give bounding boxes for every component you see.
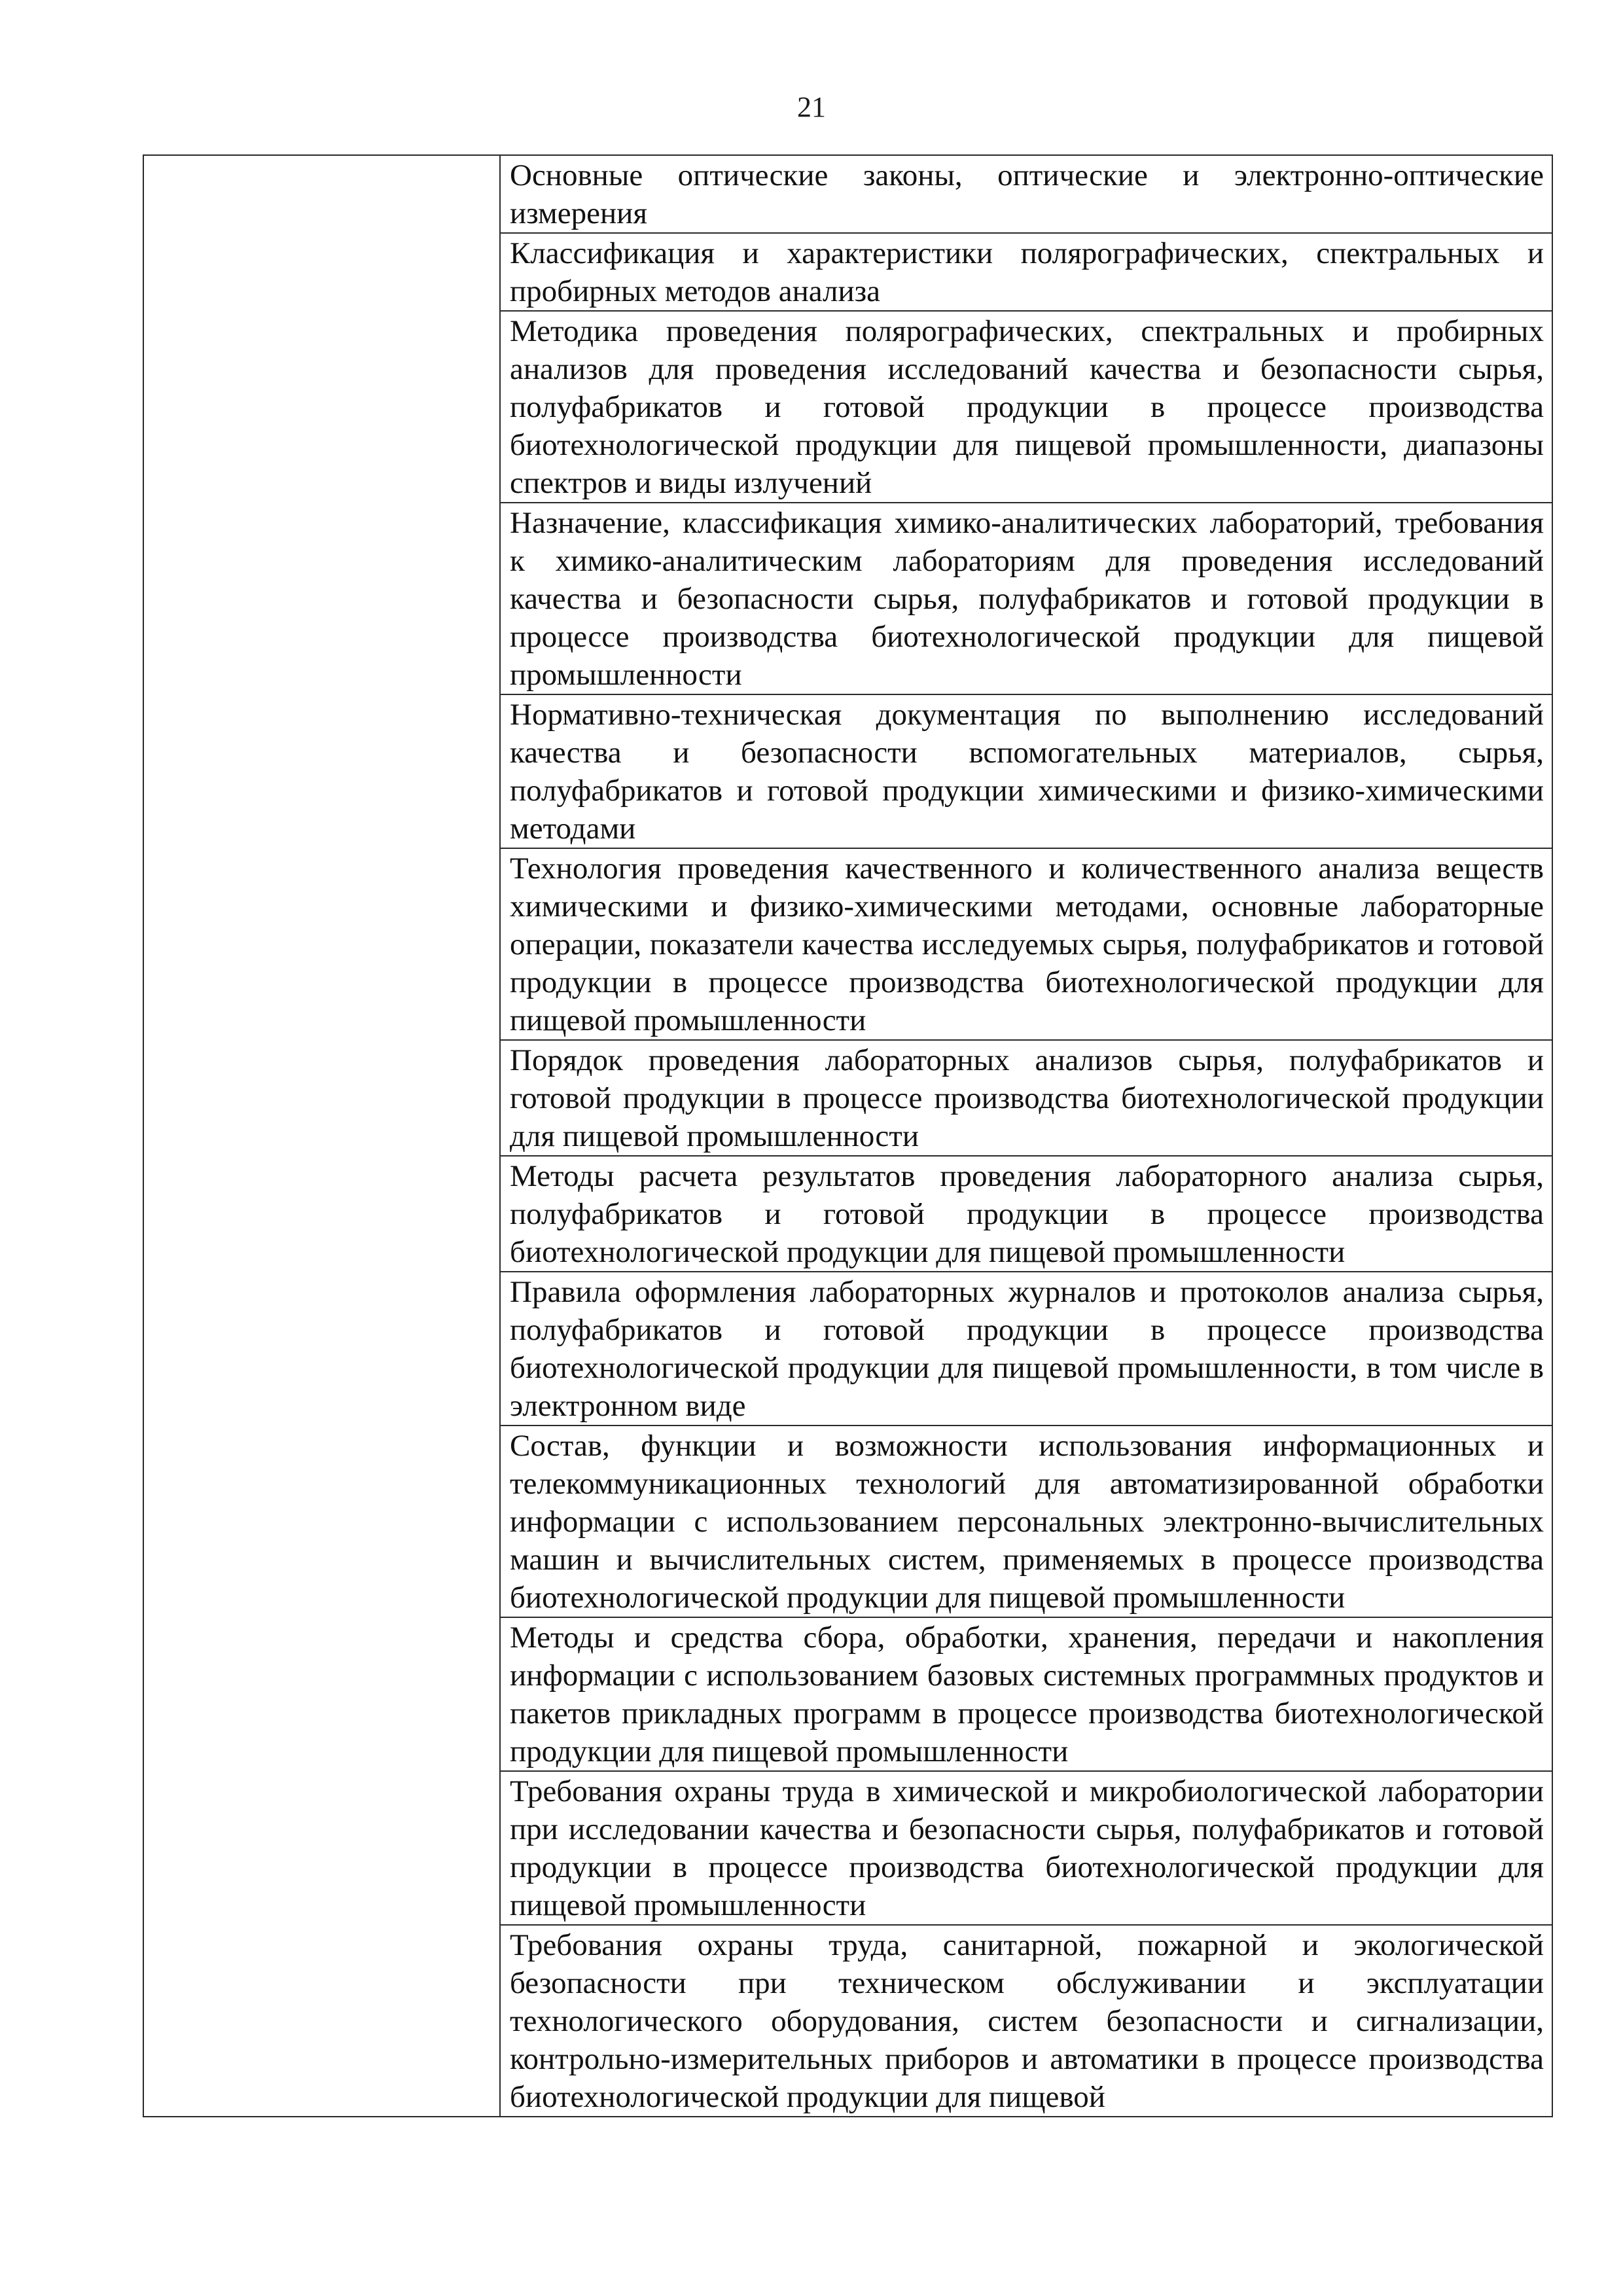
- knowledge-item: Методы и средства сбора, обработки, хранения, передачи и накопления информации с использованием базовых системных программных продуктов и пакетов прикладных программ в процессе производства биотехнологической продукции для пищевой промышленности: [500, 1617, 1552, 1771]
- knowledge-item: Порядок проведения лабораторных анализов сырья, полуфабрикатов и готовой продукции в процессе производства биотехнологической продукции для пищевой промышленности: [500, 1040, 1552, 1156]
- left-column-cell: [143, 155, 500, 2117]
- knowledge-item: Основные оптические законы, оптические и электронно-оптические измерения: [500, 155, 1552, 233]
- knowledge-item: Правила оформления лабораторных журналов и протоколов анализа сырья, полуфабрикатов и готовой продукции в процессе производства биотехнологической продукции для пищевой промышленности, в том числе в электронном виде: [500, 1272, 1552, 1426]
- knowledge-item: Методы расчета результатов проведения лабораторного анализа сырья, полуфабрикатов и готовой продукции в процессе производства биотехнологической продукции для пищевой промышленности: [500, 1156, 1552, 1272]
- knowledge-item: Классификация и характеристики полярографических, спектральных и пробирных методов анализа: [500, 233, 1552, 311]
- knowledge-item: Технология проведения качественного и количественного анализа веществ химическими и физико-химическими методами, основные лабораторные операции, показатели качества исследуемых сырья, полуфабрикатов и готовой продукции в процессе производства биотехнологической продукции для пищевой промышленности: [500, 848, 1552, 1040]
- knowledge-item: Требования охраны труда, санитарной, пожарной и экологической безопасности при техническом обслуживании и эксплуатации технологического оборудования, систем безопасности и сигнализации, контрольно-измерительных приборов и автоматики в процессе производства биотехнологической продукции для пищевой: [500, 1925, 1552, 2117]
- knowledge-item: Нормативно-техническая документация по выполнению исследований качества и безопасности вспомогательных материалов, сырья, полуфабрикатов и готовой продукции химическими и физико-химическими методами: [500, 694, 1552, 848]
- page-number: 21: [797, 91, 826, 123]
- knowledge-item: Состав, функции и возможности использования информационных и телекоммуникационных технологий для автоматизированной обработки информации с использованием персональных электронно-вычислительных машин и вычислительных систем, применяемых в процессе производства биотехнологической продукции для пищевой промышленности: [500, 1426, 1552, 1617]
- requirements-table: [143, 154, 1553, 2117]
- knowledge-item: Требования охраны труда в химической и микробиологической лаборатории при исследовании качества и безопасности сырья, полуфабрикатов и готовой продукции в процессе производства биотехнологической продукции для пищевой промышленности: [500, 1771, 1552, 1925]
- knowledge-item: Назначение, классификация химико-аналитических лабораторий, требования к химико-аналитическим лабораториям для проведения исследований качества и безопасности сырья, полуфабрикатов и готовой продукции в процессе производства биотехнологической продукции для пищевой промышленности: [500, 503, 1552, 694]
- knowledge-item: Методика проведения полярографических, спектральных и пробирных анализов для проведения исследований качества и безопасности сырья, полуфабрикатов и готовой продукции в процессе производства биотехнологической продукции для пищевой промышленности, диапазоны спектров и виды излучений: [500, 311, 1552, 503]
- table-row: [143, 155, 1552, 233]
